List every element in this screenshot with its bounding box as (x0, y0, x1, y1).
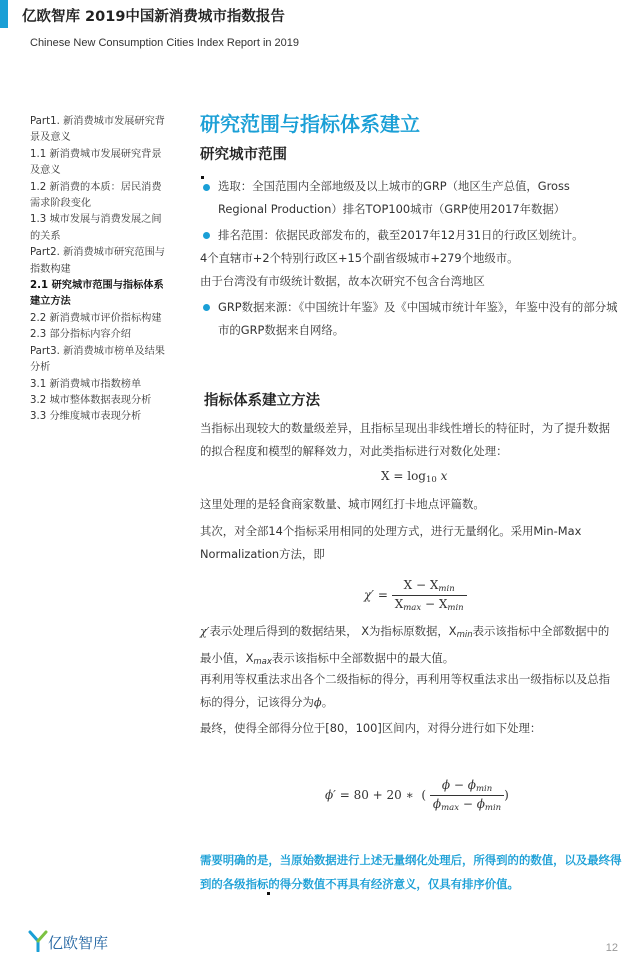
page-heading: 研究范围与指标体系建立 (200, 112, 420, 136)
normalization-paragraph: 其次，对全部14个指标采用相同的处理方式，进行无量纲化。采用Min-Max Normalization方法，即 (200, 524, 582, 561)
table-of-contents (30, 114, 170, 426)
bullet-dot (203, 184, 210, 191)
rescale-formula: ϕ′ = 80 + 20 ∗ ( $\frac{\phi - \phi_{min}}{\phi_{max} - \phi_{min}}$ ) (325, 778, 509, 813)
header-accent-bar (0, 0, 8, 28)
main-content (200, 108, 620, 164)
variable-definitions: χ′表示处理后得到的数据结果， X为指标原数据，$X_{min}$表示该指标中全部数据中的最小值，$X_{max}$表示该指标中全部数据中的最大值。 (200, 624, 610, 667)
log-indicators-note: 这里处理的是轻食商家数量、城市网红打卡地点评篇数。 (200, 497, 485, 511)
toc-item[interactable]: Part3. 新消费城市榜单及结果分析 (30, 345, 165, 374)
page-number: 12 (605, 942, 618, 954)
toc-item[interactable]: Part1. 新消费城市发展研究背景及意义 (30, 116, 165, 144)
report-title: 亿欧智库 2019中国新消费城市指数报告 (22, 9, 285, 25)
important-note: 需要明确的是，当原始数据进行上述无量纲化处理后，所得到的的数值，以及最终得到的各级指标的得分数值不再具有经济意义，仅具有排序价值。 (200, 853, 622, 891)
toc-item[interactable]: 1.3 城市发展与消费发展之间的关系 (30, 214, 162, 242)
bullet-dot (203, 304, 210, 311)
footer-logo-text: 亿欧智库 (48, 934, 109, 952)
minmax-formula: χ′ = $\frac{X - X_{min}}{X_{max} - X_{min}}$ (364, 578, 467, 613)
yiou-logo-icon (28, 930, 48, 952)
toc-item[interactable]: 1.2 新消费的本质：居民消费需求阶段变化 (30, 181, 162, 210)
weighting-paragraph: 再利用等权重法求出各个二级指标的得分，再利用等权重法求出一级指标以及总指标的得分，记该得分为ϕ。 (200, 672, 611, 709)
toc-item[interactable]: 2.3 部分指标内容介绍 (30, 329, 131, 341)
stray-mark (201, 176, 204, 179)
log-transform-paragraph: 当指标出现较大的数量级差异，且指标呈现出非线性增长的特征时，为了提升数据的拟合程度和模型的解释效力，对此类指标进行对数化处理： (200, 421, 611, 458)
toc-item-active[interactable]: 2.1 研究城市范围与指标体系建立方法 (30, 280, 164, 308)
taiwan-note: 由于台湾没有市级统计数据，故本次研究不包含台湾地区 (200, 274, 485, 288)
section-heading-method: 指标体系建立方法 (204, 393, 320, 409)
toc-item[interactable]: 1.1 新消费城市发展研究背景及意义 (30, 148, 162, 177)
stray-mark (267, 892, 270, 895)
bullet-dot (203, 232, 210, 239)
section-heading-city-scope: 研究城市范围 (200, 147, 287, 163)
toc-item[interactable]: 3.3 分维度城市表现分析 (30, 411, 142, 423)
log-formula: $X = \log_{10} x$ (381, 469, 448, 485)
bullet-selection: 选取：全国范围内全部地级及以上城市的GRP（地区生产总值，Gross Regional Production）排名TOP100城市（GRP使用2017年数据） (218, 179, 570, 216)
rescale-paragraph: 最终，使得全部得分位于[80，100]区间内，对得分进行如下处理： (200, 721, 542, 735)
report-subtitle: Chinese New Consumption Cities Index Report in 2019 (30, 37, 300, 49)
toc-item[interactable]: 3.1 新消费城市指数榜单 (30, 378, 142, 390)
cities-composition: 4个直辖市+2个特别行政区+15个副省级城市+279个地级市。 (200, 251, 519, 265)
bullet-ranking-scope: 排名范围：依据民政部发布的，截至2017年12月31日的行政区划统计。 (218, 228, 584, 242)
toc-item[interactable]: 3.2 城市整体数据表现分析 (30, 394, 152, 406)
bullet-data-source: GRP数据来源：《中国统计年鉴》及《中国城市统计年鉴》，年鉴中没有的部分城市的GRP数据来自网络。 (218, 300, 618, 337)
toc-item[interactable]: Part2. 新消费城市研究范围与指数构建 (30, 247, 165, 275)
toc-item[interactable]: 2.2 新消费城市评价指标构建 (30, 312, 162, 324)
